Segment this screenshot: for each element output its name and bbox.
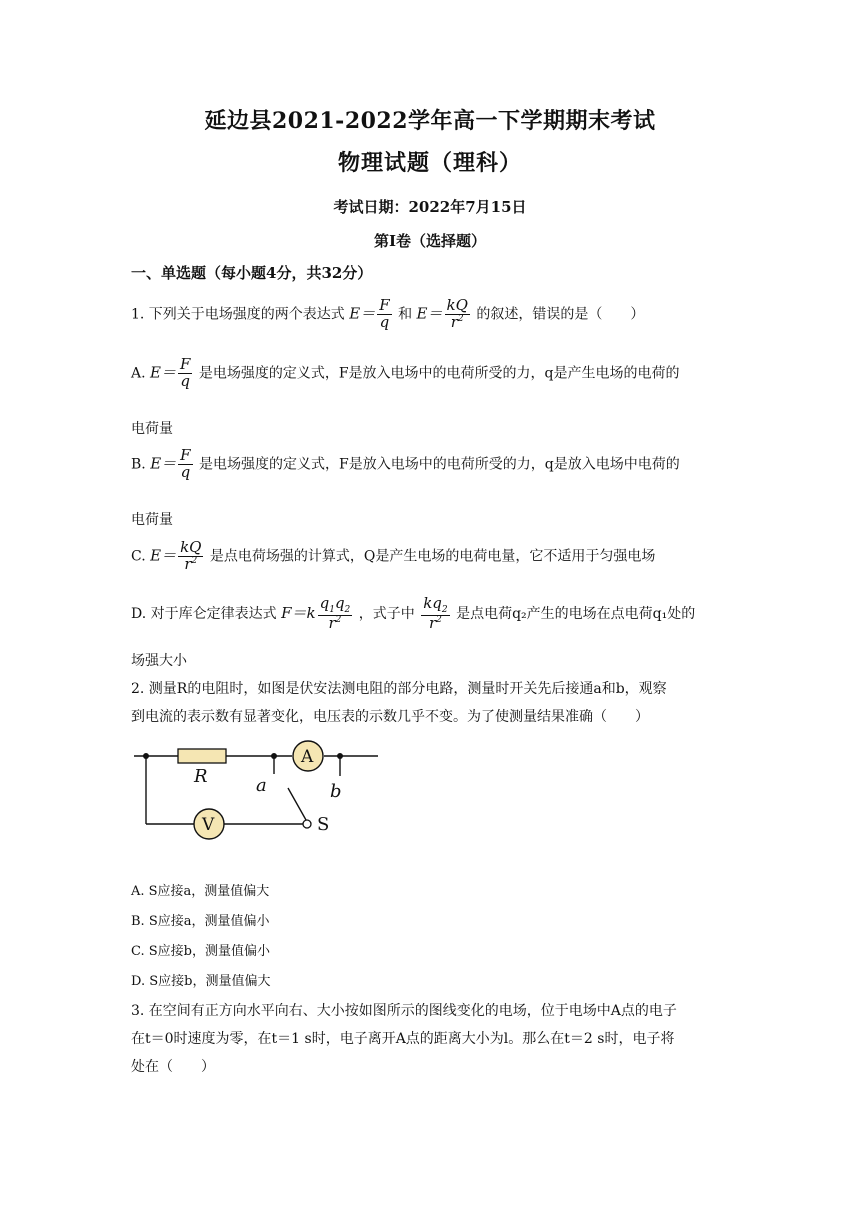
q2-option-d: D. S应接b，测量值偏大 — [131, 974, 271, 989]
circuit-diagram — [126, 736, 386, 840]
label-S: S — [317, 814, 330, 835]
q1-option-d-cont: 场强大小 — [131, 653, 187, 669]
q1-option-d: D. 对于库仑定律表达式 F＝k $\frac{q_1q_2}{r^2}$ ，式子中 $\frac{kq_2}{r^2}$ 是点电荷q₂产生的电场在点电荷q₁处的 — [131, 594, 696, 633]
label-A: A — [301, 747, 314, 767]
node-dot — [337, 753, 343, 759]
label-V: V — [202, 815, 215, 835]
q1-option-a: A. E＝ $\frac{F}{q}$ 是电场强度的定义式，F是放入电场中的电荷所受的力，q是产生电场的电荷的 — [131, 355, 680, 390]
exam-date: 考试日期：2022年7月15日 — [333, 198, 527, 216]
label-b: b — [330, 781, 342, 802]
q3-stem-line1: 3. 在空间有正方向水平向右、大小按如图所示的图线变化的电场，位于电场中A点的电子 — [131, 1003, 677, 1019]
q2-option-b: B. S应接a，测量值偏小 — [131, 914, 270, 929]
label-a: a — [256, 775, 267, 796]
q3-stem-line3: 处在（ ） — [131, 1059, 215, 1075]
resistor-R — [178, 749, 226, 763]
exam-title: 延边县2021-2022学年高一下学期期末考试 — [204, 108, 656, 134]
q2-option-c: C. S应接b，测量值偏小 — [131, 944, 270, 959]
q2-option-a: A. S应接a，测量值偏大 — [131, 884, 270, 899]
q2-stem-line2: 到电流的表示数有显著变化，电压表的示数几乎不变。为了使测量结果准确（ ） — [131, 709, 649, 725]
q2-stem-line1: 2. 测量R的电阻时，如图是伏安法测电阻的部分电路，测量时开关先后接通a和b，观察 — [131, 681, 667, 697]
node-dot — [143, 753, 149, 759]
q1-option-c: C. E＝ $\frac{kQ}{r^2}$ 是点电荷场强的计算式，Q是产生电场的电荷电量，它不适用于匀强电场 — [131, 538, 656, 573]
q1-stem: 1. 下列关于电场强度的两个表达式 E＝ $\frac{F}{q}$ 和 E＝ $\frac{kQ}{r^2}$ 的叙述，错误的是（ ） — [131, 296, 645, 331]
exam-subtitle: 物理试题（理科） — [337, 150, 522, 176]
volume-heading: 第Ⅰ卷（选择题） — [373, 232, 487, 250]
q3-stem-line2: 在t＝0时速度为零，在t＝1 s时，电子离开A点的距离大小为l。那么在t＝2 s时，电子将 — [131, 1031, 675, 1047]
switch-terminal — [303, 820, 311, 828]
q1-option-b-cont: 电荷量 — [131, 512, 173, 528]
formula-F-over-q: $\frac{F}{q}$ — [379, 296, 390, 331]
q1-option-b: B. E＝ $\frac{F}{q}$ 是电场强度的定义式，F是放入电场中的电荷所受的力，q是放入电场中电荷的 — [131, 446, 680, 481]
label-R: R — [194, 766, 208, 787]
section-heading: 一、单选题（每小题4分，共32分） — [131, 264, 373, 282]
formula-kQ-over-r2: $\frac{kQ}{r^2}$ — [446, 296, 468, 331]
q1-option-a-cont: 电荷量 — [131, 421, 173, 437]
node-dot — [271, 753, 277, 759]
